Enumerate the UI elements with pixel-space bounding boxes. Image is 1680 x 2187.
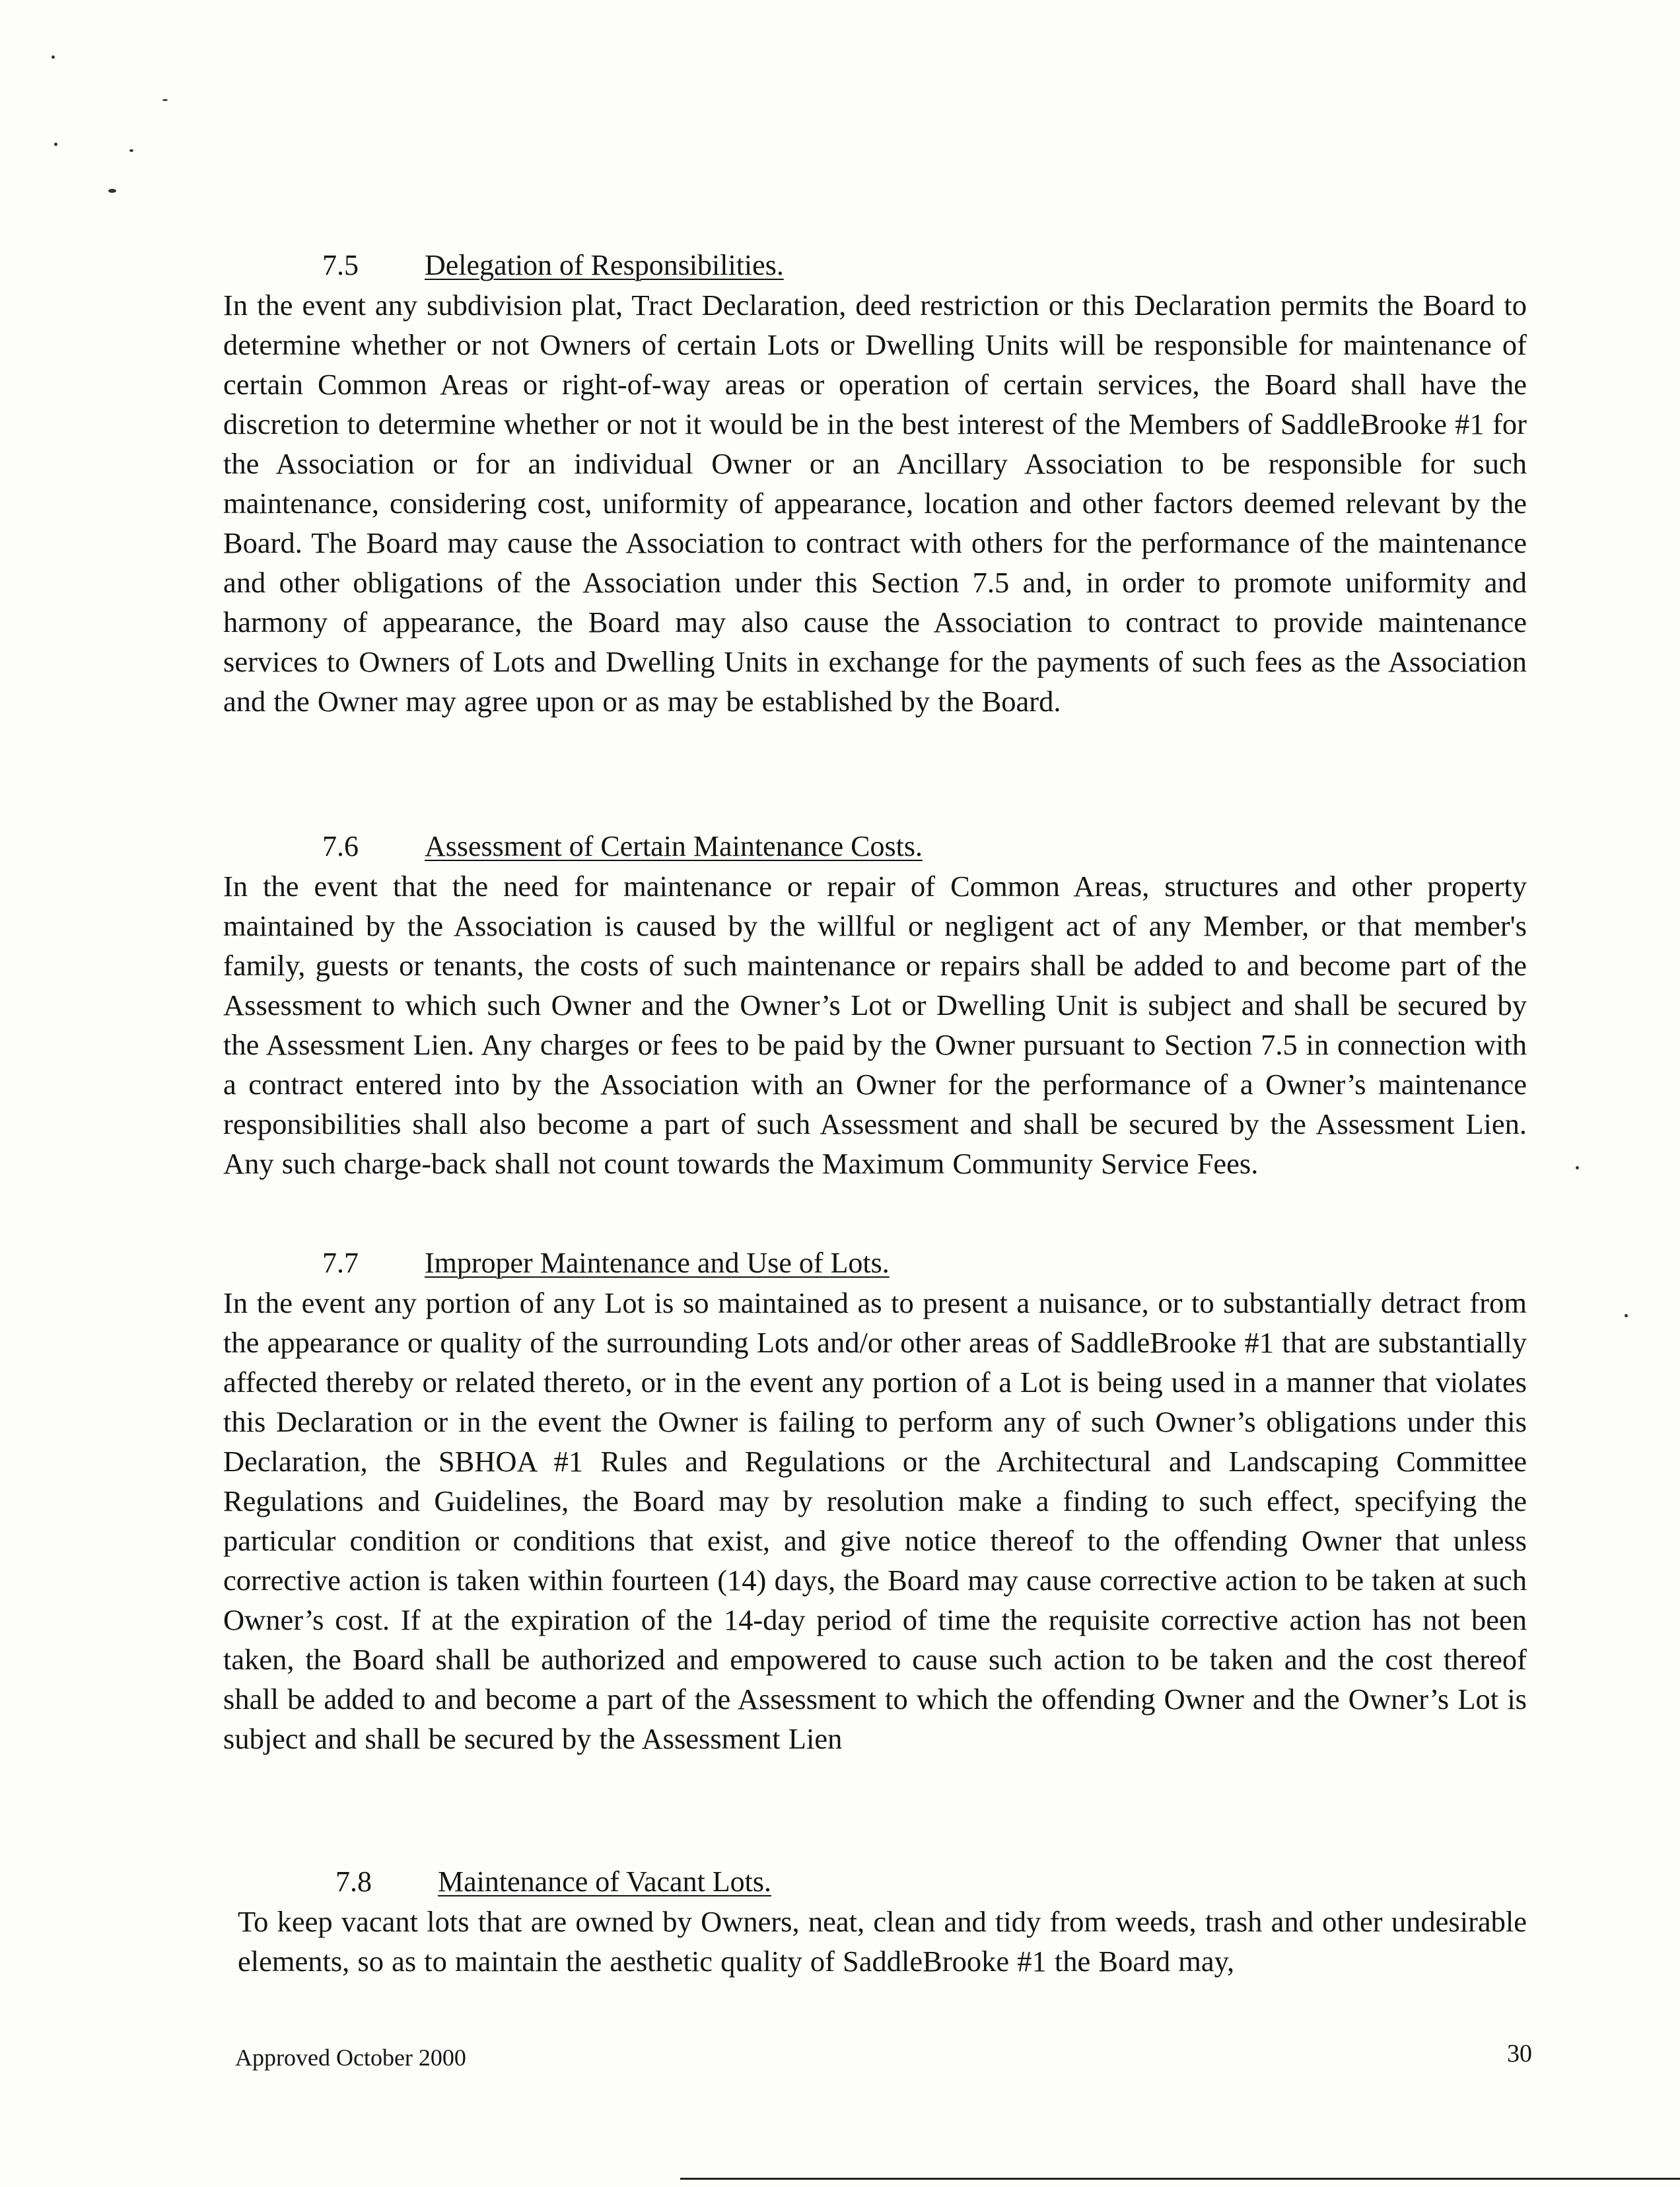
section-body: In the event that the need for maintenance or repair of Common Areas, structures and other property maintained by the Association is caused by the willful or negligent act of any Member, or that member's family, guests or tenants, the costs of such maintenance or repairs shall be added to and become part of the Assessment to which such Owner and the Owner’s Lot or Dwelling Unit is subject and shall be secured by the Assessment Lien. Any charges or fees to be paid by the Owner pursuant to Section 7.5 in connection with a contract entered into by the Association with an Owner for the performance of a Owner’s maintenance responsibilities shall also become a part of such Assessment and shall be secured by the Assessment Lien. Any such charge-back shall not count towards the Maximum Community Service Fees. xyxy=(223,870,1527,1180)
scan-speck xyxy=(108,189,116,193)
scan-speck xyxy=(129,149,133,152)
section-title: Maintenance of Vacant Lots. xyxy=(438,1865,772,1898)
section-title: Assessment of Certain Maintenance Costs. xyxy=(425,830,923,862)
section-number: 7.6 xyxy=(322,830,359,862)
section-heading xyxy=(223,827,1527,866)
section-body: To keep vacant lots that are owned by Owners, neat, clean and tidy from weeds, trash and other undesirable elements, so as to maintain the aesthetic quality of SaddleBrooke #1 the Board may, xyxy=(238,1905,1527,1978)
section-number: 7.5 xyxy=(322,249,359,281)
section-7-6 xyxy=(223,827,1527,1183)
section-heading xyxy=(223,1243,1527,1283)
section-heading xyxy=(223,1862,1527,1902)
scan-edge-line xyxy=(680,2178,1680,2180)
scan-speck xyxy=(54,143,57,146)
section-7-7 xyxy=(223,1243,1527,1758)
section-body: In the event any portion of any Lot is so maintained as to present a nuisance, or to substantially detract from the appearance or quality of the surrounding Lots and/or other areas of SaddleBrooke #1 that are substantially affected thereby or related thereto, or in the event any portion of a Lot is being used in a manner that violates this Declaration or in the event the Owner is failing to perform any of such Owner’s obligations under this Declaration, the SBHOA #1 Rules and Regulations or the Architectural and Landscaping Committee Regulations and Guidelines, the Board may by resolution make a finding to such effect, specifying the particular condition or conditions that exist, and give notice thereof to the offending Owner that unless corrective action is taken within fourteen (14) days, the Board may cause corrective action to be taken at such Owner’s cost. If at the expiration of the 14-day period of time the requisite corrective action has not been taken, the Board shall be authorized and empowered to cause such action to be taken and the cost thereof shall be added to and become a part of the Assessment to which the offending Owner and the Owner’s Lot is subject and shall be secured by the Assessment Lien xyxy=(223,1286,1527,1755)
section-number: 7.8 xyxy=(335,1865,372,1898)
section-title: Improper Maintenance and Use of Lots. xyxy=(425,1247,890,1279)
footer-approval-date: Approved October 2000 xyxy=(235,2044,466,2071)
section-7-5 xyxy=(223,246,1527,721)
scan-speck xyxy=(162,99,168,101)
page-number: 30 xyxy=(1507,2040,1532,2067)
scan-speck xyxy=(1576,1166,1579,1169)
section-heading xyxy=(223,246,1527,285)
scan-speck xyxy=(52,55,55,59)
section-title: Delegation of Responsibilities. xyxy=(425,249,784,281)
scan-speck xyxy=(1625,1314,1628,1317)
section-number: 7.7 xyxy=(322,1247,359,1279)
section-body: In the event any subdivision plat, Tract Declaration, deed restriction or this Declaration permits the Board to determine whether or not Owners of certain Lots or Dwelling Units will be responsible for maintenance of certain Common Areas or right-of-way areas or operation of certain services, the Board shall have the discretion to determine whether or not it would be in the best interest of the Members of SaddleBrooke #1 for the Association or for an individual Owner or an Ancillary Association to be responsible for such maintenance, considering cost, uniformity of appearance, location and other factors deemed relevant by the Board. The Board may cause the Association to contract with others for the performance of the maintenance and other obligations of the Association under this Section 7.5 and, in order to promote uniformity and harmony of appearance, the Board may also cause the Association to contract to provide maintenance services to Owners of Lots and Dwelling Units in exchange for the payments of such fees as the Association and the Owner may agree upon or as may be established by the Board. xyxy=(223,289,1527,718)
section-7-8 xyxy=(223,1862,1527,1981)
